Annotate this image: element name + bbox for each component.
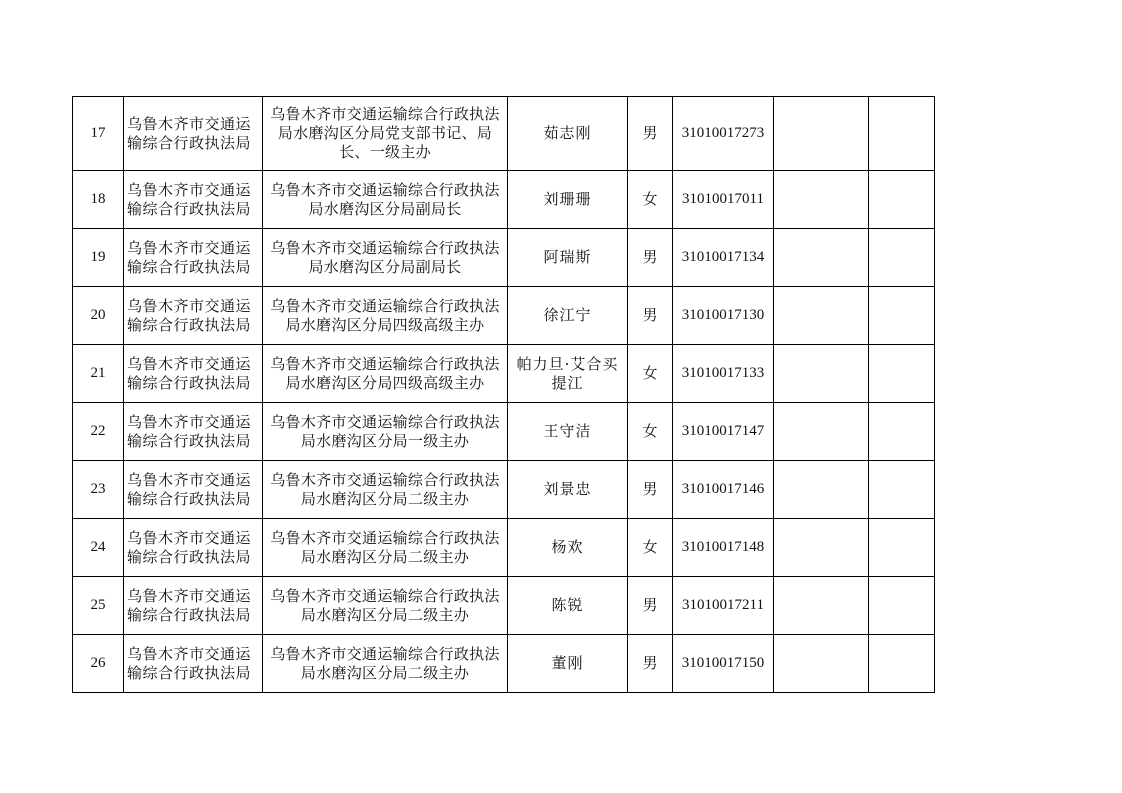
blank-cell-1 <box>774 171 869 229</box>
blank-cell-1 <box>774 229 869 287</box>
table-row <box>73 635 935 693</box>
unit-cell: 乌鲁木齐市交通运输综合行政执法局 <box>124 403 263 461</box>
position-cell: 乌鲁木齐市交通运输综合行政执法局水磨沟区分局四级高级主办 <box>263 345 508 403</box>
position-cell: 乌鲁木齐市交通运输综合行政执法局水磨沟区分局二级主办 <box>263 635 508 693</box>
blank-cell-2 <box>869 461 935 519</box>
personnel-table <box>72 96 935 693</box>
blank-cell-2 <box>869 287 935 345</box>
blank-cell-2 <box>869 519 935 577</box>
blank-cell-1 <box>774 287 869 345</box>
code-cell: 31010017273 <box>673 97 774 171</box>
table-row <box>73 519 935 577</box>
seq-cell: 19 <box>73 229 124 287</box>
gender-cell: 男 <box>628 229 673 287</box>
code-cell: 31010017147 <box>673 403 774 461</box>
table-row <box>73 171 935 229</box>
table-row <box>73 577 935 635</box>
blank-cell-2 <box>869 635 935 693</box>
unit-cell: 乌鲁木齐市交通运输综合行政执法局 <box>124 519 263 577</box>
table-row <box>73 97 935 171</box>
code-cell: 31010017133 <box>673 345 774 403</box>
gender-cell: 男 <box>628 461 673 519</box>
name-cell: 杨欢 <box>508 519 628 577</box>
blank-cell-2 <box>869 403 935 461</box>
unit-cell: 乌鲁木齐市交通运输综合行政执法局 <box>124 577 263 635</box>
gender-cell: 女 <box>628 171 673 229</box>
code-cell: 31010017150 <box>673 635 774 693</box>
seq-cell: 25 <box>73 577 124 635</box>
code-cell: 31010017211 <box>673 577 774 635</box>
blank-cell-2 <box>869 577 935 635</box>
gender-cell: 男 <box>628 635 673 693</box>
blank-cell-1 <box>774 519 869 577</box>
position-cell: 乌鲁木齐市交通运输综合行政执法局水磨沟区分局党支部书记、局长、一级主办 <box>263 97 508 171</box>
blank-cell-1 <box>774 345 869 403</box>
position-cell: 乌鲁木齐市交通运输综合行政执法局水磨沟区分局二级主办 <box>263 519 508 577</box>
blank-cell-2 <box>869 171 935 229</box>
seq-cell: 24 <box>73 519 124 577</box>
blank-cell-2 <box>869 345 935 403</box>
gender-cell: 男 <box>628 287 673 345</box>
name-cell: 帕力旦·艾合买提江 <box>508 345 628 403</box>
seq-cell: 22 <box>73 403 124 461</box>
unit-cell: 乌鲁木齐市交通运输综合行政执法局 <box>124 461 263 519</box>
gender-cell: 男 <box>628 97 673 171</box>
seq-cell: 20 <box>73 287 124 345</box>
position-cell: 乌鲁木齐市交通运输综合行政执法局水磨沟区分局副局长 <box>263 229 508 287</box>
gender-cell: 女 <box>628 519 673 577</box>
name-cell: 茹志刚 <box>508 97 628 171</box>
gender-cell: 男 <box>628 577 673 635</box>
position-cell: 乌鲁木齐市交通运输综合行政执法局水磨沟区分局二级主办 <box>263 577 508 635</box>
unit-cell: 乌鲁木齐市交通运输综合行政执法局 <box>124 635 263 693</box>
seq-cell: 21 <box>73 345 124 403</box>
unit-cell: 乌鲁木齐市交通运输综合行政执法局 <box>124 97 263 171</box>
code-cell: 31010017134 <box>673 229 774 287</box>
unit-cell: 乌鲁木齐市交通运输综合行政执法局 <box>124 171 263 229</box>
name-cell: 刘珊珊 <box>508 171 628 229</box>
gender-cell: 女 <box>628 345 673 403</box>
blank-cell-1 <box>774 635 869 693</box>
seq-cell: 23 <box>73 461 124 519</box>
blank-cell-1 <box>774 461 869 519</box>
table-row <box>73 403 935 461</box>
blank-cell-1 <box>774 577 869 635</box>
unit-cell: 乌鲁木齐市交通运输综合行政执法局 <box>124 229 263 287</box>
name-cell: 刘景忠 <box>508 461 628 519</box>
position-cell: 乌鲁木齐市交通运输综合行政执法局水磨沟区分局四级高级主办 <box>263 287 508 345</box>
blank-cell-1 <box>774 403 869 461</box>
seq-cell: 17 <box>73 97 124 171</box>
unit-cell: 乌鲁木齐市交通运输综合行政执法局 <box>124 287 263 345</box>
position-cell: 乌鲁木齐市交通运输综合行政执法局水磨沟区分局一级主办 <box>263 403 508 461</box>
code-cell: 31010017148 <box>673 519 774 577</box>
name-cell: 陈锐 <box>508 577 628 635</box>
name-cell: 徐江宁 <box>508 287 628 345</box>
table-row <box>73 461 935 519</box>
code-cell: 31010017011 <box>673 171 774 229</box>
unit-cell: 乌鲁木齐市交通运输综合行政执法局 <box>124 345 263 403</box>
position-cell: 乌鲁木齐市交通运输综合行政执法局水磨沟区分局副局长 <box>263 171 508 229</box>
table-body <box>73 97 935 693</box>
blank-cell-2 <box>869 229 935 287</box>
table-row <box>73 345 935 403</box>
seq-cell: 26 <box>73 635 124 693</box>
name-cell: 阿瑞斯 <box>508 229 628 287</box>
code-cell: 31010017130 <box>673 287 774 345</box>
gender-cell: 女 <box>628 403 673 461</box>
blank-cell-2 <box>869 97 935 171</box>
table-row <box>73 229 935 287</box>
table-row <box>73 287 935 345</box>
name-cell: 董刚 <box>508 635 628 693</box>
code-cell: 31010017146 <box>673 461 774 519</box>
seq-cell: 18 <box>73 171 124 229</box>
position-cell: 乌鲁木齐市交通运输综合行政执法局水磨沟区分局二级主办 <box>263 461 508 519</box>
blank-cell-1 <box>774 97 869 171</box>
name-cell: 王守洁 <box>508 403 628 461</box>
